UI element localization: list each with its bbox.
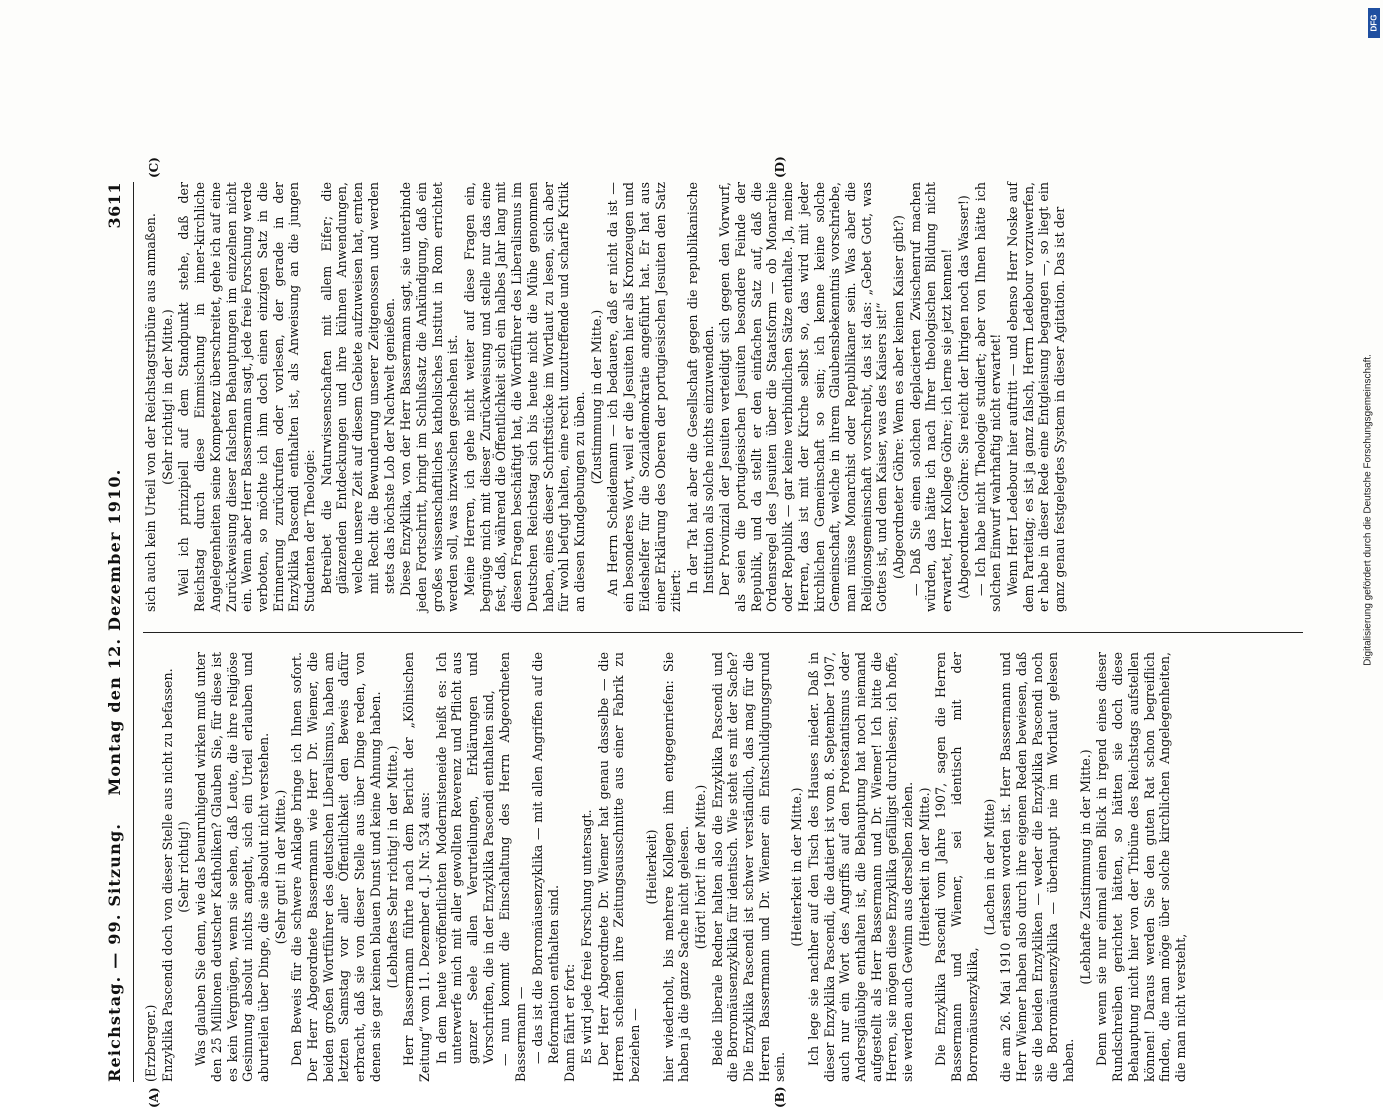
left-column-paragraph: (Hört! hört! in der Mitte.) xyxy=(692,784,708,950)
dfg-logo xyxy=(1368,8,1380,38)
column-divider xyxy=(143,632,1303,633)
left-column-paragraph: — das ist die Borromäusenzyklika — mit allen Angriffen auf die Reformation enthalten sind. xyxy=(529,652,561,1064)
right-column-paragraph: — Daß Sie einen solchen deplacierten Zwischenruf machen würden, das hätte ich nach Ihrer theologischen Bildung nicht erwartet, Herr Kollege Göhre; ich lerne sie jetzt kennen! xyxy=(907,182,955,612)
left-column-paragraph: In dem heute veröffentlichten Modernisteneide heißt es: Ich unterwerfe mich mit aller gewollten Reverenz und Pflicht aus ganzer Seele allen Verurteilungen, Erklärungen und Vorschriften, die in der Enzyklika Pascendi enthalten sind, xyxy=(433,652,496,1064)
right-column-paragraph: (Zustimmung in der Mitte.) xyxy=(588,309,604,485)
left-column-paragraph: Was glauben Sie denn, wie das beunruhigend wirken muß unter den 25 Millionen deutscher Katholiken? Glauben Sie, für diese ist es kein Vergnügen, wenn sie sehen, daß Leute, die ihre religiöse Gesinnung absolut nichts angeht, sich ein Urteil erlauben und aburteilen über Dinge, die sie absolut nicht verstehen. xyxy=(193,652,271,1082)
margin-mark-d: (D) xyxy=(773,156,787,178)
credit-text: Digitalisierung gefördert durch die Deutsche Forschungsgemeinschaft. xyxy=(1362,354,1374,666)
left-column-paragraph: (Sehr gut! in der Mitte.) xyxy=(272,789,288,945)
left-column-paragraph: Ich lege sie nachher auf den Tisch des Hauses nieder. Daß in dieser Enzyklika Pascendi, die datiert ist vom 8. September 1907, auch nur ein Wort des Angriffs auf den Protestantismus oder Andersgläubige enthalten ist, die Behauptung hat noch niemand aufgestellt als Herr Bassermann und Dr. Wiemer! Ich bitte die Herren, sie mögen diese Enzyklika gefälligst durchlesen; ich hoffe, sie werden auch Gewinn aus derselben ziehen. xyxy=(805,652,916,1082)
left-column-paragraph: Die Enzyklika Pascendi vom Jahre 1907, sagen die Herren Bassermann und Wiemer, sei identisch mit der Borromäusenzyklika, xyxy=(933,652,980,1082)
left-column-paragraph: (Heiterkeit in der Mitte.) xyxy=(916,787,932,947)
left-column-paragraph: Den Beweis für die schwere Anklage bringe ich Ihnen sofort. Der Herr Abgeordnete Bassermann wie Herr Dr. Wiemer, die beiden großen Wortführer des deutschen Liberalismus, haben am letzten Samstag vor aller Öffentlichkeit den Beweis dafür erbracht, daß sie von dieser Stelle aus über Dinge reden, von denen sie gar keinen blauen Dunst und keine Ahnung haben. xyxy=(289,652,383,1082)
left-column-paragraph: (Sehr richtig!) xyxy=(176,821,192,913)
left-column-paragraph: hier wiederholt, bis mehrere Kollegen ihm entgegenriefen: Sie haben ja die ganze Sache nicht gelesen. xyxy=(660,652,692,1082)
left-column-paragraph: (Heiterkeit) xyxy=(643,829,659,905)
right-column-paragraph: (Abgeordneter Göhre: Wenn es aber keinen Kaiser gibt?) xyxy=(891,215,907,579)
header-rule xyxy=(133,182,134,1082)
left-column-paragraph: (Lebhaftes Sehr richtig! in der Mitte.) xyxy=(384,745,400,989)
margin-mark-a: (A) xyxy=(147,1087,161,1108)
left-column-paragraph: Der Herr Abgeordnete Dr. Wiemer hat genau dasselbe — die Herren scheinen ihre Zeitungsausschnitte aus einer Fabrik zu beziehen — xyxy=(595,652,643,1082)
right-column-paragraph: An Herrn Scheidemann — ich bedauere, daß er nicht da ist — ein besonderes Wort, weil er die Jesuiten hier als Kronzeugen und Eideshelfer für die Sozialdemokratie angeführt hat. Er hat aus einer Erklärung des Oberen der portugiesischen Jesuiten den Satz zitiert: xyxy=(605,182,684,612)
right-column-paragraph: Weil ich prinzipiell auf dem Standpunkt stehe, daß der Reichstag durch diese Einmischung in inner-kirchliche Angelegenheiten seine Kompetenz überschreitet, gehe ich auf eine Zurückweisung dieser falschen Behauptungen im einzelnen nicht ein. Wenn aber Herr Bassermann sagt, jede freie Forschung werde verboten, so möchte ich ihm doch einen einzigen Satz in die Erinnerung zurückrufen oder vorlesen, der gerade in der Enzyklika Pascendi enthalten ist, als Anweisung an die jungen Studenten der Theologie: xyxy=(176,182,318,612)
margin-mark-b: (B) xyxy=(773,1086,787,1108)
right-column-paragraph: (Abgeordneter Göhre: Sie reicht der Ihrigen noch das Wasser!) xyxy=(955,195,971,599)
right-column-paragraph: — Ich habe nicht Theologie studiert; aber von Ihnen hätte ich solchen Einwurf wahrhaftig nicht erwartet! xyxy=(972,182,1004,612)
margin-mark-c: (C) xyxy=(147,157,161,178)
digitization-credit xyxy=(1356,40,1380,980)
right-column-paragraph: Der Provinzial der Jesuiten verteidigt sich gegen den Vorwurf, als seien die portugiesischen Jesuiten besondere Feinde der Republik, und da stellt er den einfachen Satz auf, daß die Ordensregel des Jesuiten über die Staatsform — ob Monarchie oder Republik — gar keine verbindlichen Sätze enthalte. Ja, meine Herren, das ist mit der Kirche selbst so, das wird mit jeder kirchlichen Gemeinschaft so sein; ich kenne keine solche Gemeinschaft, welche in ihrem Glaubensbekenntnis vorschriebe, man müsse Monarchist oder Republikaner sein. Was aber die Religionsgemeinschaft vorschreibt, das ist das: „Gebet Gott, was Gottes ist, und dem Kaiser, was des Kaisers ist!“ xyxy=(717,182,890,612)
newspaper-page xyxy=(83,152,1343,1112)
left-column-paragraph: (Erzberger.) xyxy=(143,1004,158,1082)
left-column-paragraph: (Heiterkeit in der Mitte.) xyxy=(789,787,805,947)
left-column-paragraph: Enzyklika Pascendi doch von dieser Stelle aus nicht zu befassen. xyxy=(159,668,175,1082)
left-column-paragraph: Beide liberale Redner halten also die Enzyklika Pascendi und die Borromäusenzyklika für identisch. Wie steht es mit der Sache? Die Enzyklika Pascendi ist schwer verständlich, das mag für die Herren Bassermann und Dr. Wiemer ein Entschuldigungsgrund sein. xyxy=(709,652,788,1082)
right-column-paragraph: sich auch kein Urteil von der Reichstagstribüne aus anmaßen. xyxy=(143,213,158,612)
left-column-paragraph: Herr Bassermann führte nach dem Bericht der „Kölnischen Zeitung“ vom 11. Dezember d. J. Nr. 534 aus: xyxy=(401,652,432,1082)
page-header xyxy=(97,182,137,1082)
left-column-paragraph: — nun kommt die Einschaltung des Herrn Abgeordneten Bassermann — xyxy=(497,652,529,1082)
left-column-paragraph: Denn wenn sie nur einmal einen Blick in irgend eines dieser Rundschreiben gerichtet hätten, so hätten sie doch diese Behauptung nicht hier von der Tribüne des Reichstags aufstellen können! Daraus werden Sie den guten Rat schon begreiflich finden, die man möge über solche kirchlichen Angelegenheiten, die man nicht versteht, xyxy=(1094,652,1188,1082)
right-column-paragraph: Diese Enzyklika, von der Herr Bassermann sagt, sie unterbinde jeden Fortschritt, bringt im Schlußsatz die Ankündigung, daß ein großes wissenschaftliches katholisches Institut in Rom errichtet werden soll, was inzwischen geschehen ist. xyxy=(398,182,461,612)
header-session: Reichstag. — 99. Sitzung. xyxy=(105,822,124,1082)
header-date: Montag den 12. Dezember 1910. xyxy=(105,468,124,796)
right-column-paragraph: Wenn Herr Ledebour hier auftritt — und ebenso Herr Noske auf dem Parteitag; es ist ja ganz falsch, Herrn Ledebour vorzuwerfen, er habe in dieser Rede eine Entgleisung begangen —, so liegt ein ganz genau festgelegtes System in dieser Agitation. Das ist der xyxy=(1004,182,1068,612)
right-column-paragraph: (Sehr richtig! in der Mitte.) xyxy=(159,309,175,485)
left-column-paragraph: (Lachen in der Mitte) xyxy=(981,798,997,936)
left-column-paragraph: (Lebhafte Zustimmung in der Mitte.) xyxy=(1077,749,1093,985)
left-column-paragraph: die am 26. Mai 1910 erlassen worden ist. Herr Bassermann und Herr Wiemer haben also durch ihre eigenen Reden bewiesen, daß sie die beiden Enzykliken — weder die Enzyklika Pascendi noch die Borromäusenzyklika — überhaupt nie im Wortlaut gelesen haben. xyxy=(998,652,1077,1082)
right-column-paragraph: Betreibet die Naturwissenschaften mit allem Eifer; die glänzenden Entdeckungen und ihre kühnen Anwendungen, welche unsere Zeit auf diesem Gebiete aufzuweisen hat, ernten mit Recht die Bewunderung unserer Zeitgenossen und werden stets das höchste Lob der Nachwelt genießen. xyxy=(318,182,397,594)
left-column-paragraph: Es wird jede freie Forschung untersagt. xyxy=(578,809,594,1064)
right-column xyxy=(143,182,1303,612)
header-page-number: 3611 xyxy=(105,182,124,229)
right-column-paragraph: Meine Herren, ich gehe nicht weiter auf diese Fragen ein, begnüge mich mit dieser Zurückweisung und stelle nur das eine fest, daß, während die Öffentlichkeit sich ein halbes Jahr lang mit diesen Fragen beschäftigt hat, die Wortführer des Liberalismus im Deutschen Reichstag sich bis heute nicht die Mühe genommen haben, eines dieser Schriftstücke im Wortlaut zu lesen, sich aber für wohl befugt halten, eine recht unzutreffende und scharfe Kritik an diesen Kundgebungen zu üben. xyxy=(462,182,587,612)
left-column xyxy=(143,652,1303,1082)
right-column-paragraph: In der Tat hat aber die Gesellschaft gegen die republikanische Institution als solche nichts einzuwenden. xyxy=(684,182,716,594)
left-column-paragraph: Dann fährt er fort: xyxy=(562,963,578,1082)
dfg-logo-text: DFG xyxy=(1369,14,1379,32)
